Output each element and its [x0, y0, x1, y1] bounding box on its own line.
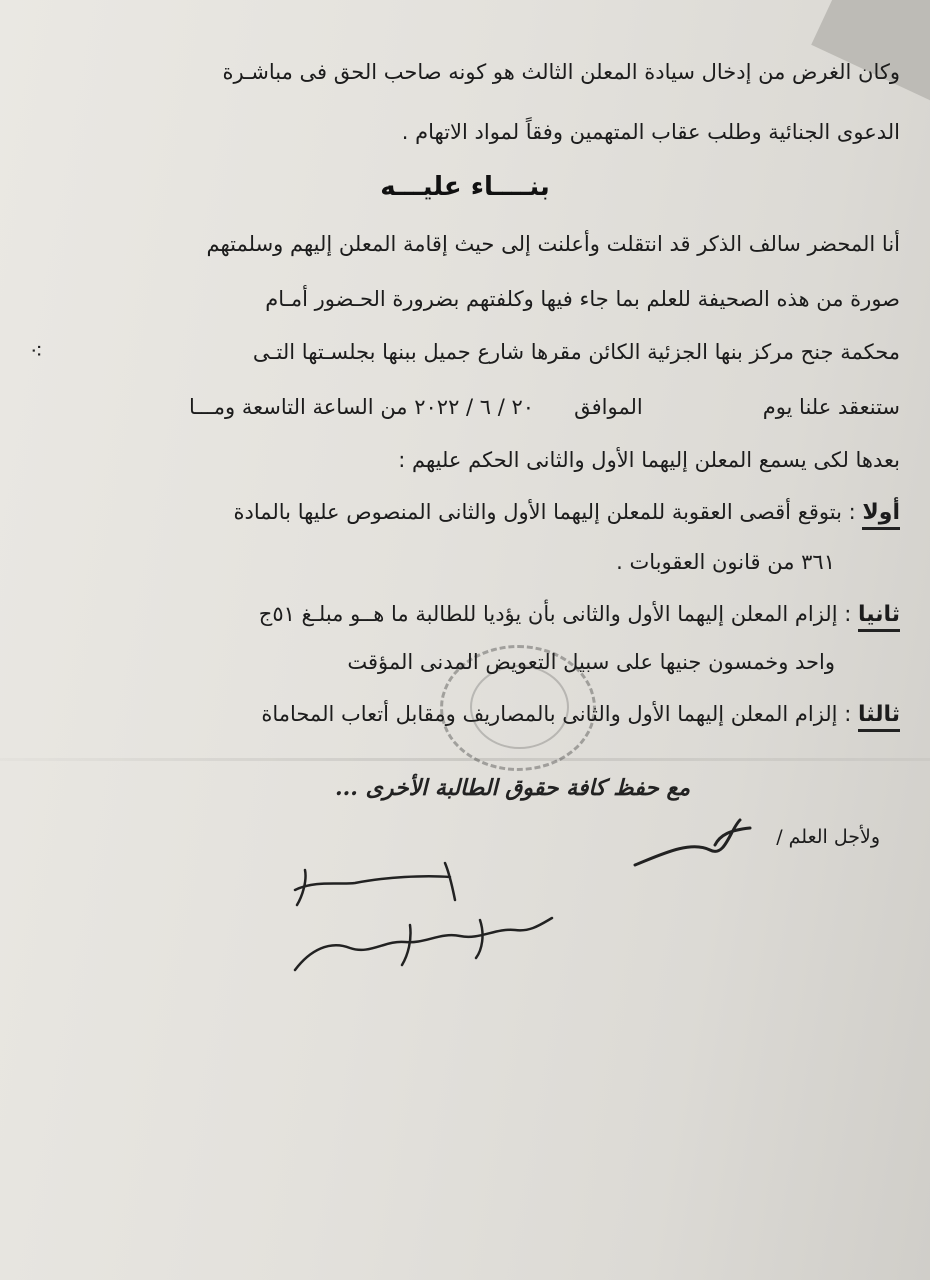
session-day-label: ستنعقد علنا يوم — [762, 395, 900, 419]
item-second-continuation: واحد وخمسون جنيها على سبيل التعويض المدنى المؤقت — [347, 650, 835, 674]
item-second-label: ثانيا — [858, 602, 900, 632]
margin-mark: ⁖ — [30, 340, 43, 365]
item-first-label: أولا — [862, 500, 900, 530]
signature-bailiff — [630, 800, 760, 880]
text-line-2: الدعوى الجنائية وطلب عقاب المتهمين وفقاً لمواد الاتهام . — [401, 120, 900, 144]
session-date-label: الموافق — [574, 395, 643, 419]
signature-receiver-1 — [285, 855, 485, 915]
text-line-7: بعدها لكى يسمع المعلن إليهما الأول والثانى الحكم عليهم : — [398, 448, 900, 472]
official-stamp-inner — [470, 665, 569, 749]
item-second — [259, 602, 900, 627]
text-line-5: محكمة جنح مركز بنها الجزئية الكائن مقرها شارع جميل ببنها بجلسـتها التـى — [252, 340, 900, 364]
page-fold-line — [0, 758, 930, 761]
handwritten-rights-reserved: مع حفظ كافة حقوق الطالبة الأخرى ... — [334, 775, 690, 801]
text-line-3: أنا المحضر سالف الذكر قد انتقلت وأعلنت إلى حيث إقامة المعلن إليهم وسلمتهم — [206, 232, 900, 256]
item-second-text: : إلزام المعلن إليهما الأول والثانى بأن يؤديا للطالبة ما هــو مبلـغ ٥١ج — [258, 602, 852, 626]
item-first-text: : بتوقع أقصى العقوبة للمعلن إليهما الأول والثانى المنصوص عليها بالمادة — [233, 500, 856, 524]
text-line-6 — [189, 395, 900, 419]
page-corner-shadow — [811, 0, 930, 104]
item-third-text: : إلزام المعلن إليهما الأول والثانى بالمصاريف ومقابل أتعاب المحاماة — [261, 702, 852, 726]
session-date-time: ٢٠ / ٦ / ٢٠٢٢ من الساعة التاسعة ومـــا — [188, 395, 535, 419]
signature-receiver-2 — [290, 910, 560, 990]
item-first-continuation: ٣٦١ من قانون العقوبات . — [616, 550, 835, 574]
item-first — [233, 500, 900, 525]
section-title: بنــــاء عليـــه — [380, 172, 550, 202]
for-knowledge-label: ولأجل العلم / — [776, 826, 880, 848]
item-third-label: ثالثا — [858, 702, 900, 732]
text-line-4: صورة من هذه الصحيفة للعلم بما جاء فيها وكلفتهم بضرورة الحـضور أمـام — [265, 287, 900, 311]
text-line-1: وكان الغرض من إدخال سيادة المعلن الثالث هو كونه صاحب الحق فى مباشـرة — [222, 60, 900, 84]
